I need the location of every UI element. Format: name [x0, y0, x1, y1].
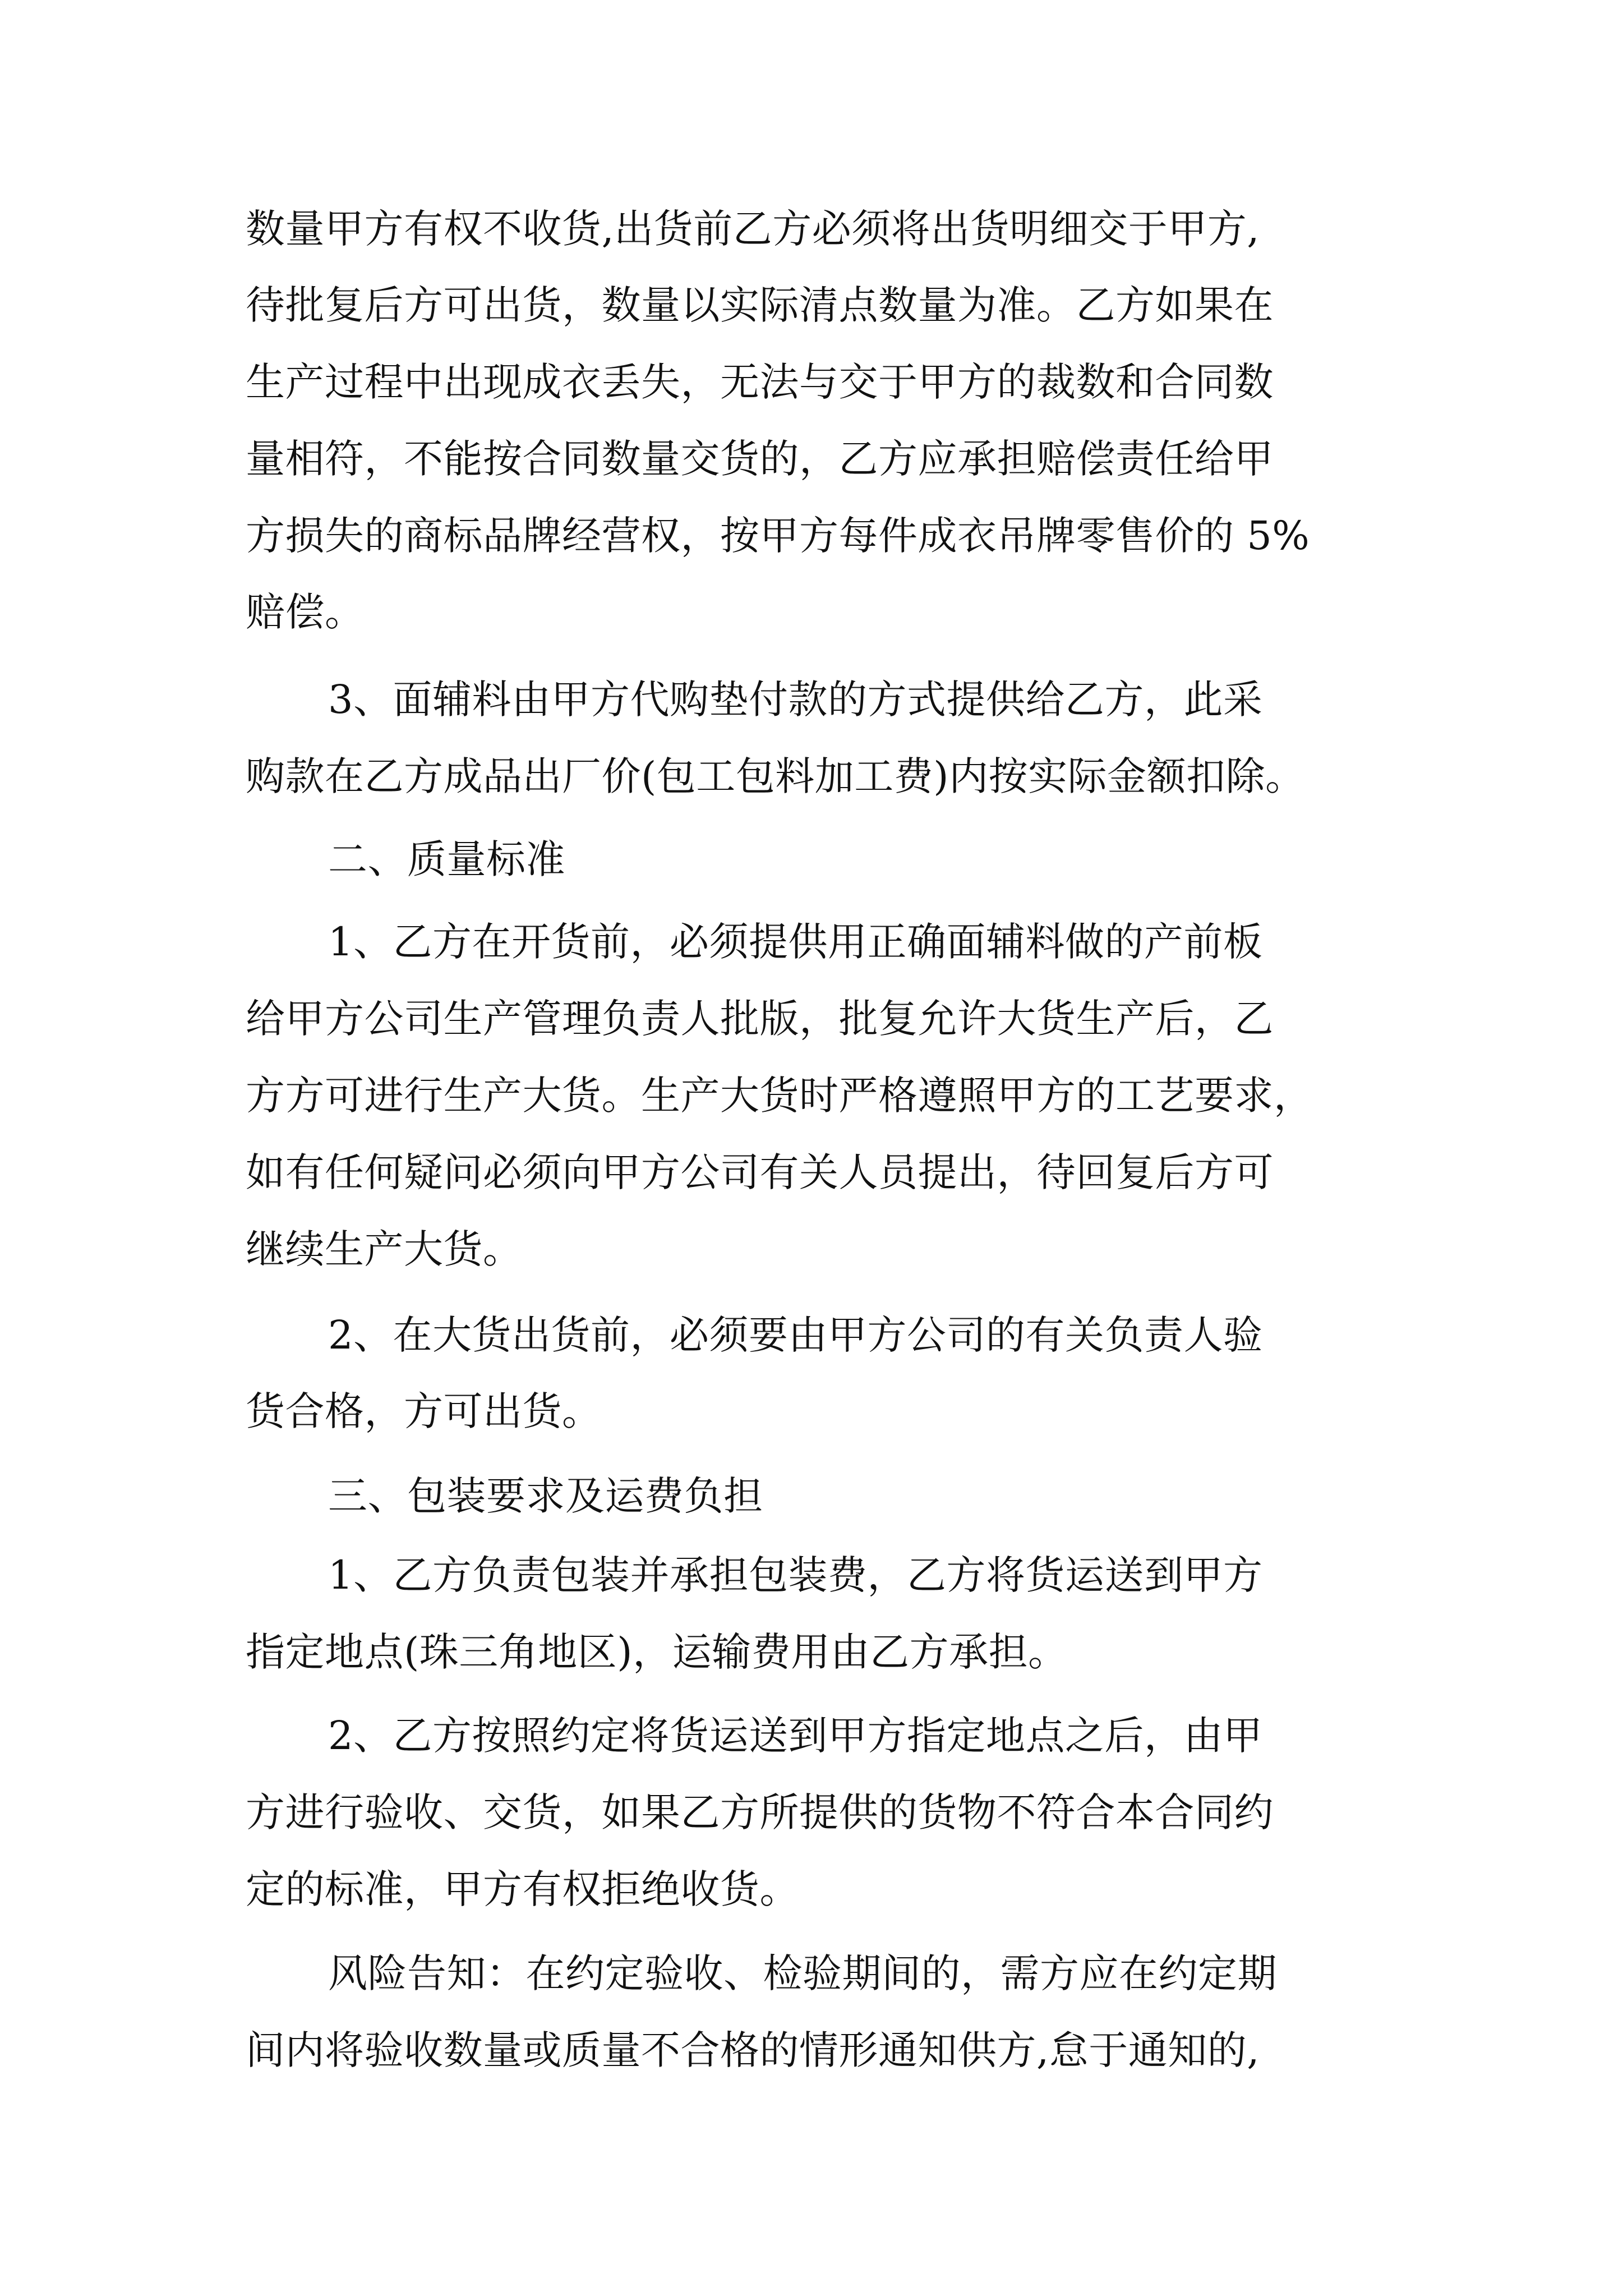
text-line: 购款在乙方成品出厂价(包工包料加工费)内按实际金额扣除。	[246, 753, 1305, 799]
text-line: 赔偿。	[246, 589, 365, 635]
text-line: 继续生产大货。	[246, 1226, 523, 1272]
text-line: 如有任何疑问必须向甲方公司有关人员提出，待回复后方可	[246, 1149, 1274, 1195]
text-line: 1、乙方负责包装并承担包装费，乙方将货运送到甲方	[328, 1552, 1263, 1598]
text-line: 风险告知：在约定验收、检验期间的，需方应在约定期	[328, 1950, 1277, 1996]
text-line: 间内将验收数量或质量不合格的情形通知供方,怠于通知的,	[246, 2027, 1260, 2073]
text-line: 方方可进行生产大货。生产大货时严格遵照甲方的工艺要求，	[246, 1073, 1313, 1119]
text-line: 方损失的商标品牌经营权，按甲方每件成衣吊牌零售价的 5%	[246, 513, 1310, 559]
text-line: 指定地点(珠三角地区)，运输费用由乙方承担。	[246, 1629, 1068, 1675]
text-line: 数量甲方有权不收货,出货前乙方必须将出货明细交于甲方,	[246, 206, 1260, 252]
text-line: 给甲方公司生产管理负责人批版，批复允许大货生产后，乙	[246, 996, 1274, 1042]
text-line: 2、在大货出货前，必须要由甲方公司的有关负责人验	[328, 1312, 1263, 1358]
text-line: 待批复后方可出货，数量以实际清点数量为准。乙方如果在	[246, 282, 1274, 328]
text-line: 1、乙方在开货前，必须提供用正确面辅料做的产前板	[328, 919, 1263, 965]
text-line: 货合格，方可出货。	[246, 1388, 602, 1434]
section-heading: 二、质量标准	[328, 836, 565, 882]
text-line: 量相符，不能按合同数量交货的，乙方应承担赔偿责任给甲	[246, 436, 1274, 482]
text-line: 2、乙方按照约定将货运送到甲方指定地点之后，由甲	[328, 1713, 1263, 1759]
text-line: 生产过程中出现成衣丢失，无法与交于甲方的裁数和合同数	[246, 359, 1274, 405]
text-line: 方进行验收、交货，如果乙方所提供的货物不符合本合同约	[246, 1789, 1274, 1835]
section-heading: 三、包装要求及运费负担	[328, 1473, 763, 1519]
text-line: 定的标准，甲方有权拒绝收货。	[246, 1866, 799, 1912]
text-line: 3、面辅料由甲方代购垫付款的方式提供给乙方，此采	[328, 677, 1263, 723]
